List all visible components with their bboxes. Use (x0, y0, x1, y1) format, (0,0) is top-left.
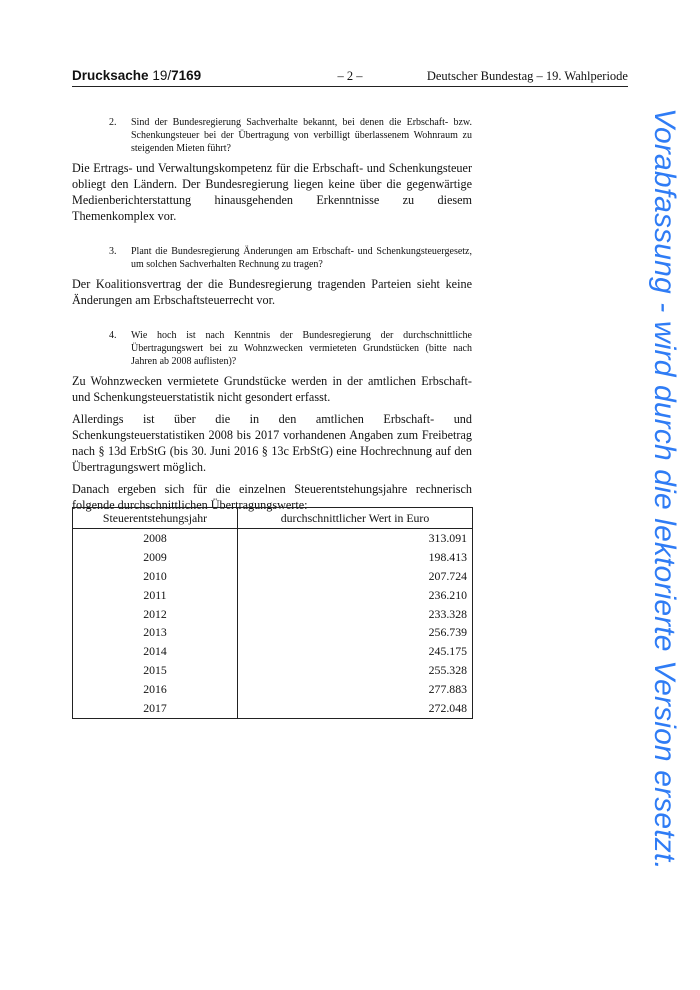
value-cell: 272.048 (428, 700, 467, 715)
table-row (73, 661, 473, 680)
answer-paragraph: Die Ertrags- und Verwaltungskompetenz für die Erbschaft- und Schenkungsteuer obliegt den Ländern. Der Bundesregierung liegen keine über die gegenwärtige Medienberichterstattung hinausgehenden Erkenntnisse zu diesem Themenkomplex vor. (72, 161, 472, 223)
document-body (72, 116, 472, 513)
preliminary-version-watermark: Vorabfassung - wird durch die lektorierte Version ersetzt. (648, 108, 681, 870)
table-row (73, 586, 473, 605)
value-cell: 277.883 (428, 682, 467, 697)
value-cell: 233.328 (428, 606, 467, 621)
answer-paragraph: Danach ergeben sich für die einzelnen Steuerentstehungsjahre rechnerisch folgende durchschnittlichen Übertragungswerte: (72, 482, 472, 512)
question (72, 245, 472, 271)
section-question-2 (72, 116, 472, 224)
table-row (73, 642, 473, 661)
table-row (73, 680, 473, 699)
year-cell: 2016 (73, 680, 238, 699)
transfer-value-table (72, 507, 473, 719)
question (72, 329, 472, 368)
year-cell: 2009 (73, 548, 238, 567)
table-row (73, 623, 473, 642)
answer-paragraph: Der Koalitionsvertrag der die Bundesregierung tragenden Parteien sieht keine Änderungen am Erbschaftsteuerrecht vor. (72, 277, 472, 307)
page-header (72, 68, 628, 87)
column-header-year: Steuerentstehungsjahr (73, 508, 238, 529)
table-row (73, 567, 473, 586)
page-number: – 2 – (337, 69, 363, 83)
year-cell: 2017 (73, 699, 238, 718)
question-number: 2. (109, 117, 117, 128)
section-question-3 (72, 245, 472, 308)
answer-paragraph: Allerdings ist über die in den amtlichen Erbschaft- und Schenkungsteuerstatistiken 2008 bis 2017 vorhandenen Angaben zum Freibetrag nach § 13d ErbStG (bis 30. Juni 2016 § 13c ErbStG) eine Hochrechnung auf den Übertragungswert möglich. (72, 412, 472, 474)
year-cell: 2010 (73, 567, 238, 586)
document-number: Drucksache 19/7169 (72, 68, 202, 83)
question-text: Wie hoch ist nach Kenntnis der Bundesregierung der durchschnittliche Übertragungswert bei zu Wohnzwecken vermieteten Grundstücken (bitte nach Jahren ab 2008 auflisten)? (131, 330, 472, 367)
table-row (73, 529, 473, 548)
table-row (73, 605, 473, 624)
question-text: Sind der Bundesregierung Sachverhalte bekannt, bei denen die Erbschaft- bzw. Schenkungsteuer bei der Übertragung von verbilligt überlassenem Wohnraum zu steigenden Mieten führt? (131, 117, 472, 154)
value-cell: 198.413 (428, 549, 467, 564)
value-cell: 207.724 (428, 568, 467, 583)
value-cell: 256.739 (428, 625, 467, 640)
year-cell: 2014 (73, 642, 238, 661)
question-number: 3. (109, 246, 117, 257)
value-cell: 255.328 (428, 663, 467, 678)
year-cell: 2015 (73, 661, 238, 680)
section-question-4 (72, 329, 472, 513)
year-cell: 2012 (73, 605, 238, 624)
question-number: 4. (109, 330, 117, 341)
table-header-row (73, 508, 473, 529)
year-cell: 2013 (73, 623, 238, 642)
year-cell: 2008 (73, 529, 238, 548)
table-row (73, 699, 473, 718)
question-text: Plant die Bundesregierung Änderungen am Erbschaft- und Schenkungsteuergesetz, um solchen Sachverhalten Rechnung zu tragen? (131, 246, 472, 270)
value-cell: 313.091 (428, 530, 467, 545)
year-cell: 2011 (73, 586, 238, 605)
answer-paragraph: Zu Wohnzwecken vermietete Grundstücke werden in der amtlichen Erbschaft- und Schenkungsteuerstatistik nicht gesondert erfasst. (72, 374, 472, 404)
value-cell: 236.210 (428, 587, 467, 602)
question (72, 116, 472, 155)
institution-label: Deutscher Bundestag – 19. Wahlperiode (426, 69, 628, 83)
table-row (73, 548, 473, 567)
value-cell: 245.175 (428, 644, 467, 659)
column-header-value: durchschnittlicher Wert in Euro (238, 508, 473, 529)
